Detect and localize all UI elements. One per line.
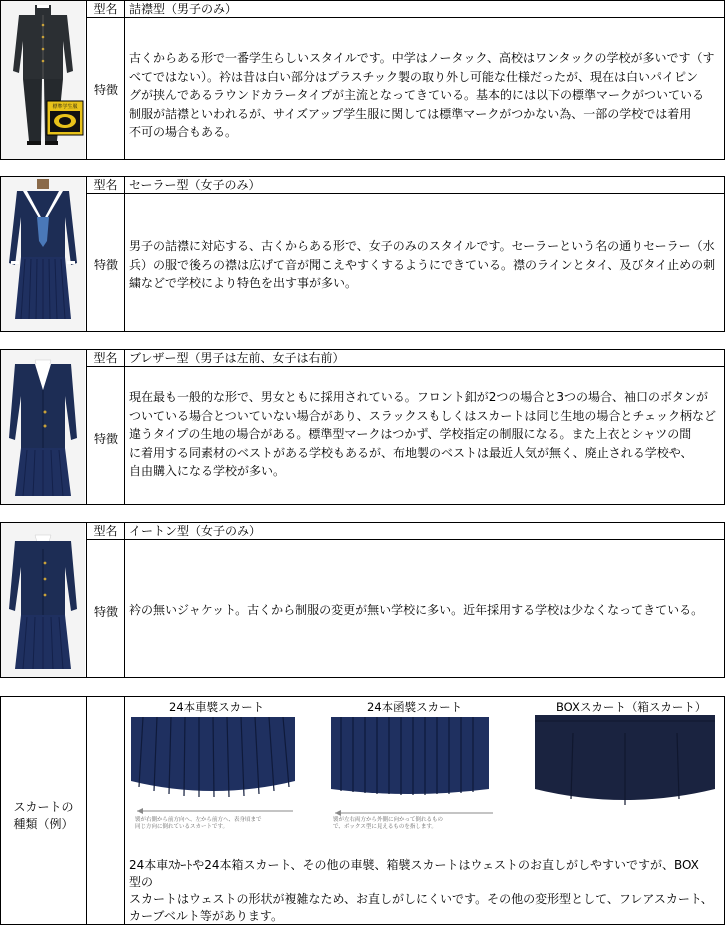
feature-description: 男子の詰襟に対応する、古くからある形で、女子のみのスタイルです。セーラーという名の通りセーラー（水 兵）の服で後ろの襟は広げて音が聞こえやすくするようにできている。襟のラインとタイ、及びタイ止めの刺 繍などで学校により特色を出す事が多い。 xyxy=(129,239,716,290)
type-header xyxy=(87,523,724,540)
feature-label: 特徴 xyxy=(93,605,118,619)
type-value: イートン型（女子のみ） xyxy=(129,524,262,538)
type-label: 型名 xyxy=(87,523,125,539)
feature-label: 特徴 xyxy=(93,258,118,272)
feature-description: 古くからある形で一番学生らしいスタイルです。中学はノータック、高校はワンタックの学校が多いです（す べてではない）。衿は昔は白い部分はプラスチック製の取り外し可能な仕様だったが、現在は白いパイピン グが挟んであるラウンドカラータイプが主流となってきている。基本的には以下の標準マークがついている 制服が詰襟といわれるが、サイズアップ学生服に関しては標準マークがつかない為、一部の学校では着用 不可の場合もある。 xyxy=(129,51,715,139)
feature-description: 衿の無いジャケット。古くから制服の変更が無い学校に多い。近年採用する学校は少なくなってきている。 xyxy=(129,603,704,617)
feature-description: 現在最も一般的な形で、男女ともに採用されている。フロント釦が2つの場合と3つの場合、袖口のボタンが ついている場合とついていない場合があり、スラックスもしくはスカートは同じ生地の場合とチェック柄など 違うタイプの生地の場合がある。標準型マークはつかず、学校指定の制服になる。また上衣とシャツの間 に着用する同素材のベストがある学校もあるが、布地製のベストは最近人気が無く、廃止される学校や、 自由購入になる学校が多い。 xyxy=(129,390,717,478)
feature-label: 特徴 xyxy=(93,83,118,97)
type-label: 型名 xyxy=(87,1,125,17)
section-tsumeeri xyxy=(0,0,725,160)
skirt-caption: BOXスカート（箱スカート） xyxy=(556,700,707,714)
type-header xyxy=(87,1,724,18)
eton-uniform-image xyxy=(1,523,85,677)
type-label: 型名 xyxy=(87,177,125,193)
image-cell xyxy=(1,1,87,159)
type-label: 型名 xyxy=(87,350,125,366)
section-skirt-types xyxy=(0,696,725,925)
type-value: 詰襟型（男子のみ） xyxy=(129,2,238,16)
skirt-note: 襞が右側から前方向へ、左から前方へ、表身頃まで 同じ方向に倒れているスカートです。 xyxy=(135,817,262,830)
image-cell xyxy=(1,523,87,677)
feature-label: 特徴 xyxy=(93,432,118,446)
gakuran-image xyxy=(1,1,85,159)
type-value: ブレザー型（男子は左前、女子は右前） xyxy=(129,351,345,365)
sailor-uniform-image xyxy=(1,177,85,331)
skirt-caption: 24本車襞スカート xyxy=(169,700,265,714)
section-eton xyxy=(0,522,725,678)
box-skirt-image xyxy=(533,715,719,815)
type-header xyxy=(87,350,724,367)
image-cell xyxy=(1,177,87,331)
badge-text: 標準学生服 xyxy=(52,104,78,110)
section-blazer xyxy=(0,349,725,505)
skirt-types-label: スカートの 種類（例） xyxy=(13,799,74,831)
type-header xyxy=(87,177,724,194)
skirt-description: 24本車ｽｶｰﾄや24本箱スカート、その他の車襞、箱襞スカートはウェストのお直しがしやすいですが、BOX 型の スカートはウェストの形状が複雑なため、お直しがしにくいです。その他の変形型として、フレアスカート、 カーブベルト等があります。 xyxy=(129,858,713,923)
blazer-uniform-image xyxy=(1,350,85,504)
skirt-label-cell xyxy=(1,697,87,924)
skirt-note: 襞が左右両方から外側に向かって倒れるもの で、ボックス型に見えるものを指します。 xyxy=(333,817,444,830)
type-value: セーラー型（女子のみ） xyxy=(129,178,261,192)
section-sailor xyxy=(0,176,725,332)
image-cell xyxy=(1,350,87,504)
skirt-caption: 24本函襞スカート xyxy=(367,700,463,714)
